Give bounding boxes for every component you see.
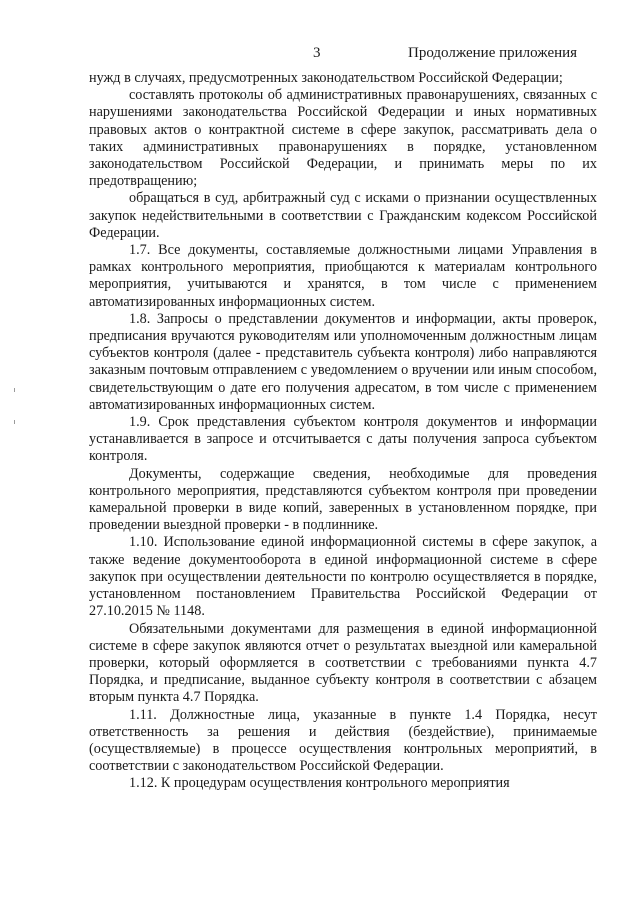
continuation-header: Продолжение приложения — [408, 45, 578, 61]
paragraph-1-7: 1.7. Все документы, составляемые должностными лицами Управления в рамках контрольного мероприятия, приобщаются к материалам контрольного мероприятия, учитываются и хранятся, в том числе с применением автоматизированных информационных систем. — [89, 242, 597, 310]
document-body — [89, 70, 597, 793]
scan-mark — [14, 388, 15, 392]
paragraph: Обязательными документами для размещения в единой информационной системе в сфере закупок являются отчет о результатах выездной или камеральной проверки, который оформляется в соответствии с требованиями пункта 4.7 Порядка, и предписание, выданное субъекту контроля в соответствии с абзацем вторым пункта 4.7 Порядка. — [89, 620, 597, 706]
paragraph-1-8: 1.8. Запросы о представлении документов и информации, акты проверок, предписания вручаются руководителям или уполномоченным должностным лицам субъектов контроля (далее - представитель субъекта контроля) либо направляются заказным почтовым отправлением с уведомлением о вручении или иным способом, свидетельствующим о дате его получения адресатом, в том числе с применением автоматизированных информационных систем. — [89, 310, 597, 413]
scan-mark — [14, 420, 15, 424]
paragraph-1-11: 1.11. Должностные лица, указанные в пункте 1.4 Порядка, несут ответственность за решения и действия (бездействие), принимаемые (осуществляемые) в процессе осуществления контрольных мероприятий, в соответствии с законодательством Российской Федерации. — [89, 706, 597, 775]
paragraph-1-10: 1.10. Использование единой информационной системы в сфере закупок, а также ведение документооборота в единой информационной системе в сфере закупок при осуществлении деятельности по контролю осуществляется в порядке, установленном постановлением Правительства Российской Федерации от 27.10.2015 № 1148. — [89, 534, 597, 620]
page-number: 3 — [313, 45, 321, 61]
paragraph: обращаться в суд, арбитражный суд с исками о признании осуществленных закупок недействительными в соответствии с Гражданским кодексом Российской Федерации. — [89, 190, 597, 241]
paragraph-1-9: 1.9. Срок представления субъектом контроля документов и информации устанавливается в запросе и отсчитывается с даты получения запроса субъектом контроля. — [89, 414, 597, 465]
paragraph: нужд в случаях, предусмотренных законодательством Российской Федерации; — [89, 70, 563, 86]
paragraph: Документы, содержащие сведения, необходимые для проведения контрольного мероприятия, представляются субъектом контроля при проведении камеральной проверки в виде копий, заверенных в установленном порядке, при проведении выездной проверки - в подлиннике. — [89, 465, 597, 534]
paragraph-1-12: 1.12. К процедурам осуществления контрольного мероприятия — [129, 775, 510, 792]
paragraph: составлять протоколы об административных правонарушениях, связанных с нарушениями законодательства Российской Федерации и иных нормативных правовых актов о контрактной системе в сфере закупок, рассматривать дела о таких административных правонарушениях в порядке, установленном законодательством Российской Федерации, и принимать меры по их предотвращению; — [89, 87, 597, 190]
